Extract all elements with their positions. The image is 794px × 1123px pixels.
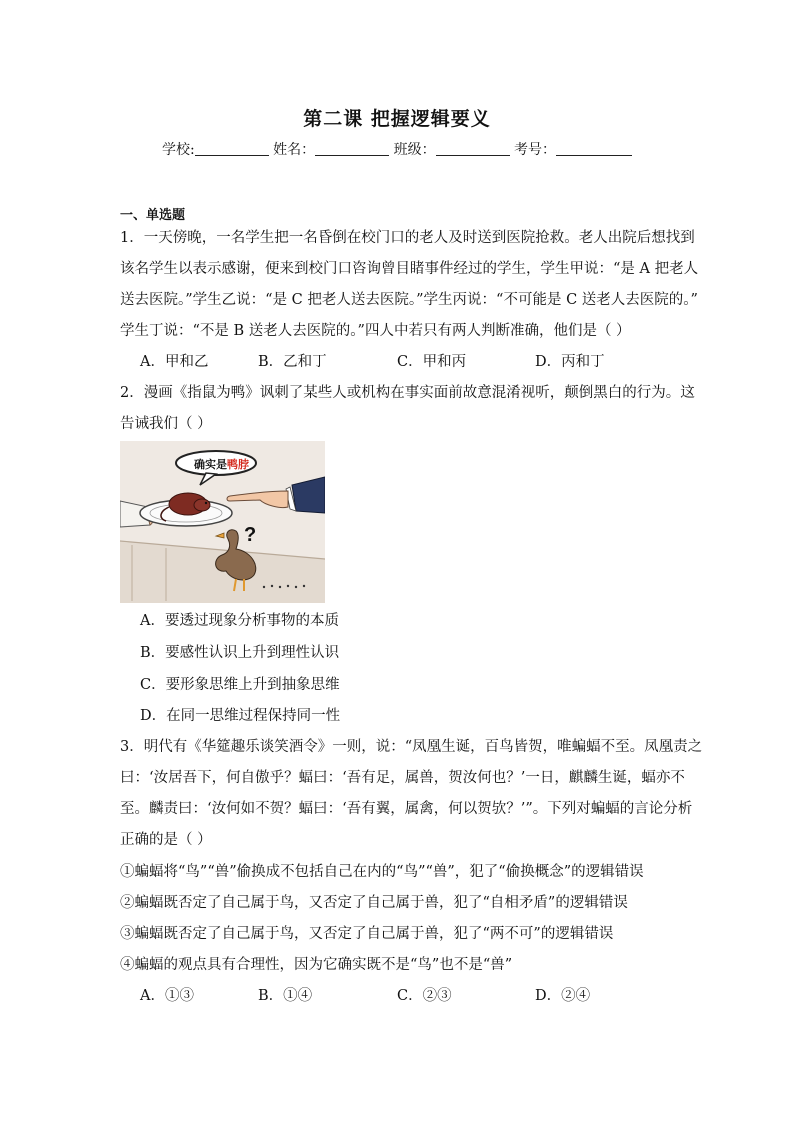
q2-stem-line: 告诫我们（ ） bbox=[120, 416, 212, 432]
class-label: 班级： bbox=[393, 142, 436, 158]
q2-stem-line: 2．漫画《指鼠为鸭》讽刺了某些人或机构在事实面前故意混淆视听，颠倒黑白的行为。这 bbox=[120, 385, 695, 401]
q3-statement: ④蝙蝠的观点具有合理性，因为它确实既不是“鸟”也不是“兽” bbox=[120, 957, 513, 973]
q1-option-c[interactable]: C．甲和丙 bbox=[397, 354, 467, 370]
q1-option-b[interactable]: B．乙和丁 bbox=[258, 354, 327, 370]
q2-option-b[interactable]: B．要感性认识上升到理性认识 bbox=[140, 645, 340, 661]
q3-option-b[interactable]: B．①④ bbox=[258, 988, 313, 1004]
q1-stem-line: 1．一天傍晚，一名学生把一名昏倒在校门口的老人及时送到医院抢救。老人出院后想找到 bbox=[120, 230, 695, 246]
q1-stem-line: 送去医院。”学生乙说：“是 C 把老人送去医院。”学生丙说：“不可能是 C 送老人去医院的。” bbox=[120, 292, 698, 308]
q2-option-d[interactable]: D．在同一思维过程保持同一性 bbox=[140, 708, 341, 724]
exam-number-label: 考号： bbox=[514, 142, 557, 158]
q3-stem-line: 曰：‘汝居吾下，何自傲乎？蝠曰：‘吾有足，属兽，贺汝何也？’一日，麒麟生诞，蝠亦不 bbox=[120, 770, 685, 786]
bubble-text: 确实是 bbox=[194, 459, 227, 471]
name-blank[interactable] bbox=[315, 141, 389, 156]
section-heading: 一、单选题 bbox=[120, 208, 186, 223]
q3-stem-line: 正确的是（ ） bbox=[120, 832, 212, 848]
q3-option-a[interactable]: A．①③ bbox=[140, 988, 194, 1004]
bubble-highlight: 鸭脖 bbox=[227, 459, 249, 471]
q1-option-a[interactable]: A．甲和乙 bbox=[140, 354, 209, 370]
name-label: 姓名： bbox=[273, 142, 316, 158]
q3-option-c[interactable]: C．②③ bbox=[397, 988, 452, 1004]
q2-option-a[interactable]: A．要透过现象分析事物的本质 bbox=[140, 613, 339, 629]
q2-option-c[interactable]: C．要形象思维上升到抽象思维 bbox=[140, 677, 340, 693]
question-mark: ? bbox=[244, 524, 257, 546]
school-label: 学校: bbox=[161, 142, 195, 158]
page-title: 第二课 把握逻辑要义 bbox=[303, 108, 491, 130]
q1-stem-line: 该名学生以表示感谢，便来到校门口咨询曾目睹事件经过的学生，学生甲说：“是 A 把老人 bbox=[120, 261, 699, 277]
q3-option-d[interactable]: D．②④ bbox=[535, 988, 591, 1004]
q3-statement: ③蝙蝠既否定了自己属于鸟，又否定了自己属于兽，犯了“两不可”的逻辑错误 bbox=[120, 926, 614, 942]
school-blank[interactable] bbox=[195, 141, 269, 156]
cartoon-image bbox=[120, 441, 325, 603]
q3-stem-line: 至。麟责曰：‘汝何如不贺？蝠曰：‘吾有翼，属禽，何以贺欤？’”。下列对蝙蝠的言论分析 bbox=[120, 801, 693, 817]
q1-option-d[interactable]: D．丙和丁 bbox=[535, 354, 605, 370]
exam-number-blank[interactable] bbox=[556, 141, 632, 156]
q3-statement: ①蝙蝠将“鸟”“兽”偷换成不包括自己在内的“鸟”“兽”，犯了“偷换概念”的逻辑错误 bbox=[120, 864, 644, 880]
class-blank[interactable] bbox=[436, 141, 510, 156]
q3-stem-line: 3．明代有《华筵趣乐谈笑酒令》一则，说：“凤凰生诞，百鸟皆贺，唯蝙蝠不至。凤凰责之 bbox=[120, 739, 703, 755]
student-info-row bbox=[0, 139, 794, 159]
q1-stem-line: 学生丁说：“不是 B 送老人去医院的。”四人中若只有两人判断准确，他们是（ ） bbox=[120, 323, 631, 339]
q3-statement: ②蝙蝠既否定了自己属于鸟，又否定了自己属于兽，犯了“自相矛盾”的逻辑错误 bbox=[120, 895, 628, 911]
